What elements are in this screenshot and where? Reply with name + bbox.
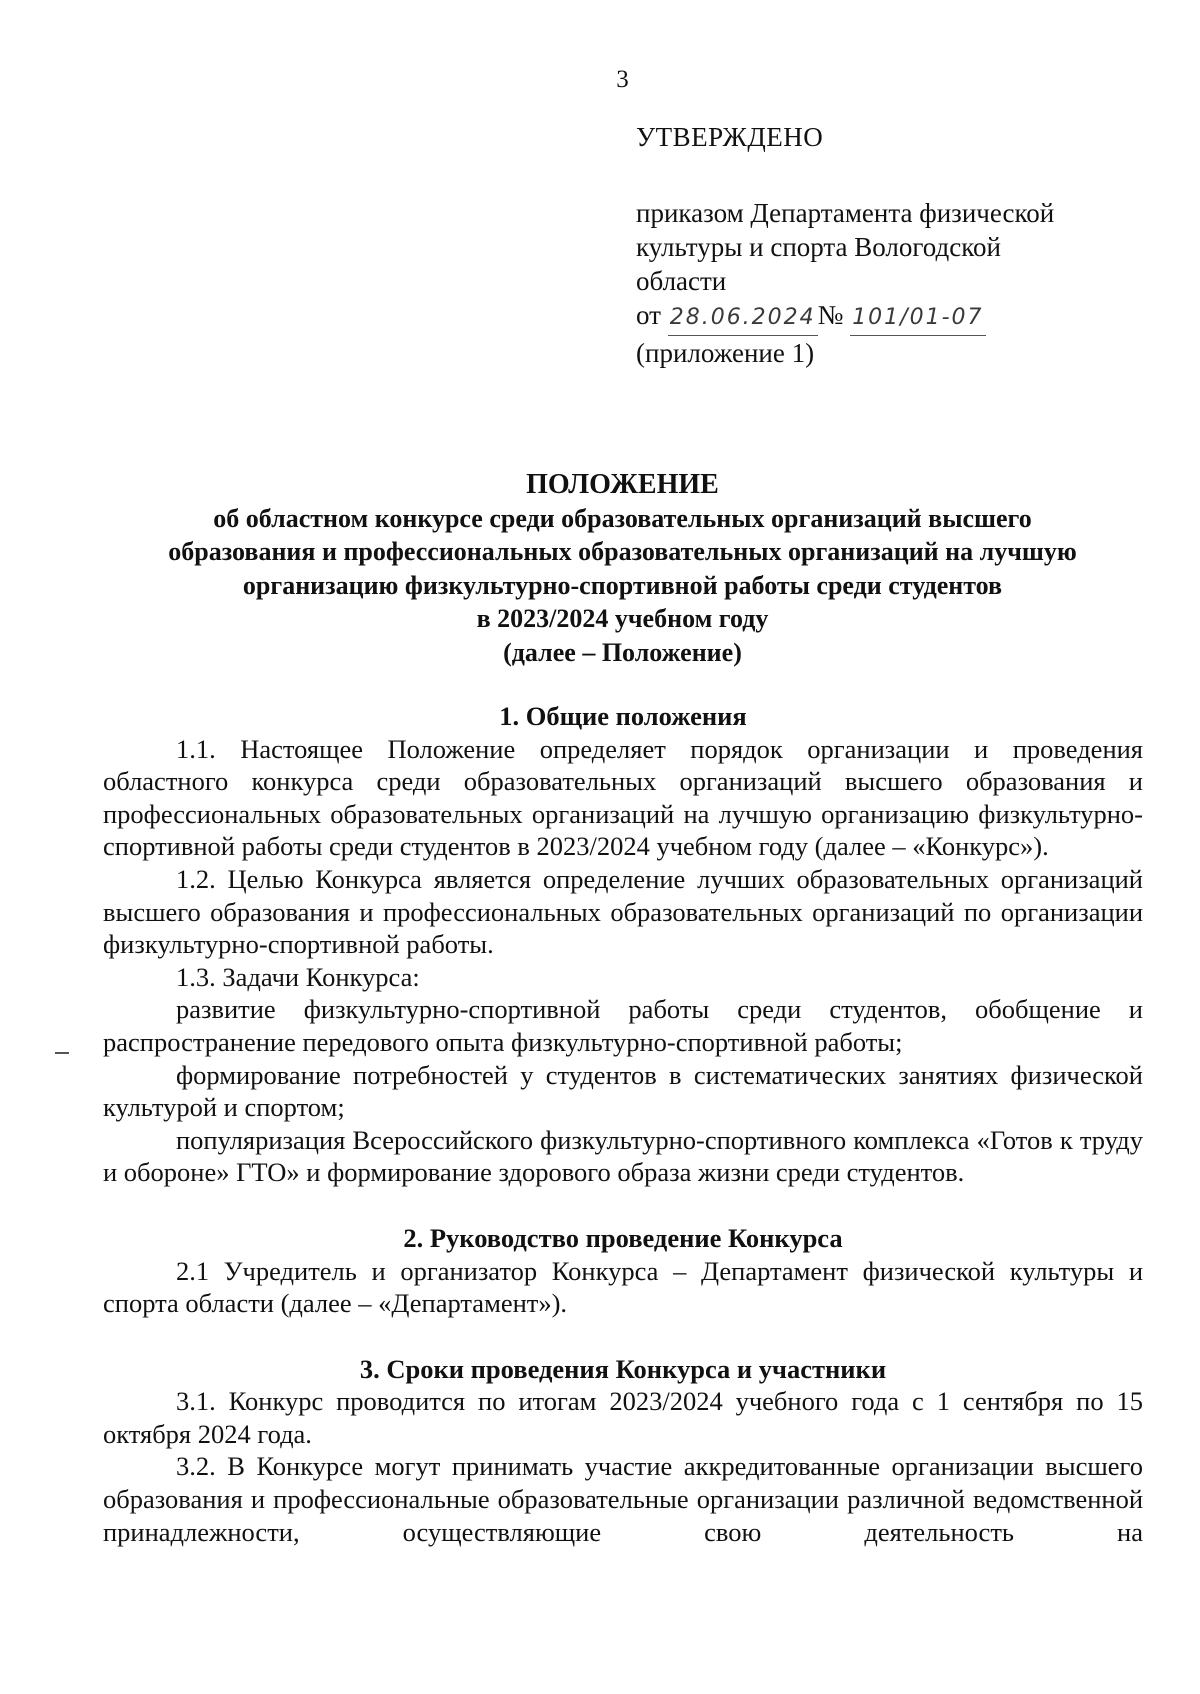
handwritten-date: 28.06.2024 <box>668 301 818 336</box>
task-item-1: развитие физкультурно-спортивной работы среди студентов, обобщение и распространение передового опыта физкультурно-спортивной работы; <box>103 994 1143 1057</box>
document-title: ПОЛОЖЕНИЕ <box>526 469 719 500</box>
title-line-1: об областном конкурсе среди образовательных организаций высшего <box>213 503 1032 533</box>
date-prefix: от <box>636 300 661 330</box>
page-number: 3 <box>616 66 629 93</box>
approval-stamp-block <box>636 120 1106 370</box>
paragraph-1-2: 1.2. Целью Конкурса является определение лучших образовательных организаций высшего образования и профессиональных образовательных организаций по организации физкультурно-спортивной работы. <box>103 863 1143 960</box>
order-date-line <box>636 298 1106 336</box>
paragraph-1-1: 1.1. Настоящее Положение определяет порядок организации и проведения областного конкурса среди образовательных организаций высшего образования и профессиональных образовательных организаций на лучшую организацию физкультурно-спортивной работы среди студентов в 2023/2024 учебном году (далее – «Конкурс»). <box>103 733 1143 862</box>
handwritten-order-number: 101/01-07 <box>850 301 985 336</box>
title-line-5: (далее – Положение) <box>503 637 742 667</box>
document-body <box>103 700 1143 1548</box>
paragraph-3-2: 3.2. В Конкурсе могут принимать участие аккредитованные организации высшего образования и профессиональные образовательные организации различной ведомственной принадлежности, осуществляющие свою деятельность на <box>103 1451 1143 1547</box>
section-1-heading: 1. Общие положения <box>499 701 747 731</box>
order-line-2: культуры и спорта Вологодской <box>636 232 1001 262</box>
section-2-heading: 2. Руководство проведение Конкурса <box>403 1222 843 1253</box>
paragraph-1-3: 1.3. Задачи Конкурса: <box>176 961 420 992</box>
document-title-block <box>100 468 1145 669</box>
paragraph-3-1: 3.1. Конкурс проводится по итогам 2023/2024 учебного года с 1 сентября по 15 октября 2024 года. <box>103 1386 1143 1449</box>
order-line-3: области <box>636 266 727 296</box>
number-prefix: № <box>817 300 844 330</box>
task-item-3: популяризация Всероссийского физкультурно-спортивного комплекса «Готов к труду и обороне» ГТО» и формирование здорового образа жизни среди студентов. <box>103 1124 1143 1188</box>
appendix-label: (приложение 1) <box>636 338 815 368</box>
title-line-3: организацию физкультурно-спортивной работы среди студентов <box>242 570 1003 600</box>
margin-mark <box>55 1052 69 1054</box>
order-line-1: приказом Департамента физической <box>636 198 1055 228</box>
approval-heading: УТВЕРЖДЕНО <box>636 122 824 152</box>
title-line-2: образования и профессиональных образовательных организаций на лучшую <box>168 537 1077 566</box>
task-item-2: формирование потребностей у студентов в систематических занятиях физической культурой и спортом; <box>103 1059 1143 1123</box>
section-3-heading: 3. Сроки проведения Конкурса и участники <box>359 1353 887 1384</box>
title-line-4: в 2023/2024 учебном году <box>476 604 769 633</box>
paragraph-2-1: 2.1 Учредитель и организатор Конкурса – Департамент физической культуры и спорта области (далее – «Департамент»). <box>103 1255 1143 1319</box>
